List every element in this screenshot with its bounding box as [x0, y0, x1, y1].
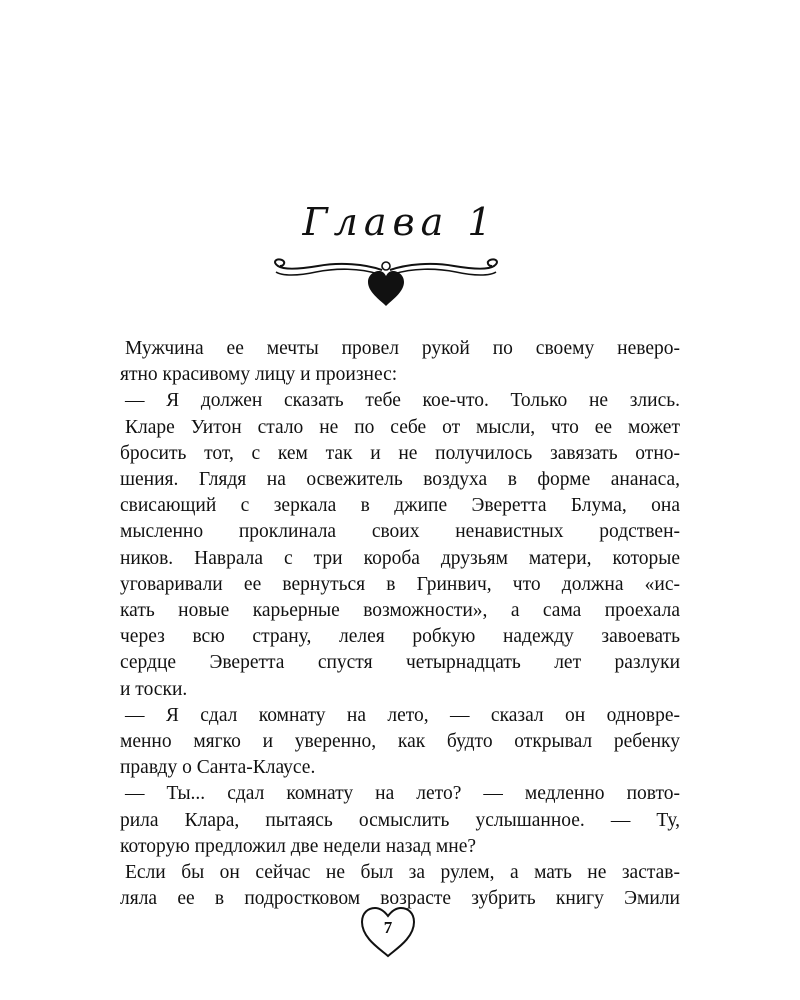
text-line: через всю страну, лелея робкую надежду завоевать	[120, 626, 680, 648]
text-line: и тоски.	[120, 678, 188, 700]
text-line: ятно красивому лицу и произнес:	[120, 364, 398, 386]
page-number-heart	[358, 904, 418, 960]
text-line: ляла ее в подростковом возрасте зубрить книгу Эмили	[120, 888, 680, 910]
chapter-title: Глава 1	[302, 200, 498, 244]
text-line: менно мягко и уверенно, как будто открывал ребенку	[120, 731, 680, 753]
text-line: ников. Наврала с три короба друзьям матери, которые	[120, 547, 680, 569]
heart-flourish-ornament	[270, 256, 502, 310]
text-line: мысленно проклинала своих ненавистных родствен-	[120, 521, 680, 543]
text-line: которую предложил две недели назад мне?	[120, 835, 477, 857]
text-line: рила Клара, пытаясь осмыслить услышанное. — Ту,	[120, 809, 680, 831]
chapter-body-text	[120, 336, 680, 912]
text-line: бросить тот, с кем так и не получилось завязать отно-	[120, 442, 680, 464]
text-line: Мужчина ее мечты провел рукой по своему неверо-	[125, 338, 680, 359]
page-number: 7	[383, 918, 393, 937]
text-line: правду о Санта-Клаусе.	[120, 757, 316, 779]
text-line: — Я должен сказать тебе кое-что. Только не злись.	[125, 390, 680, 412]
text-line: свисающий с зеркала в джипе Эверетта Блума, она	[120, 495, 680, 517]
text-line: кать новые карьерные возможности», а сама проехала	[120, 600, 680, 622]
text-line: — Я сдал комнату на лето, — сказал он одновре-	[125, 704, 680, 726]
text-line: Кларе Уитон стало не по себе от мысли, что ее может	[125, 416, 680, 438]
text-line: — Ты... сдал комнату на лето? — медленно повто-	[125, 783, 680, 805]
text-line: сердце Эверетта спустя четырнадцать лет разлуки	[120, 652, 680, 674]
text-line: уговаривали ее вернуться в Гринвич, что должна «ис-	[120, 573, 680, 595]
text-line: шения. Глядя на освежитель воздуха в форме ананаса,	[120, 469, 680, 491]
text-line: Если бы он сейчас не был за рулем, а мать не застав-	[125, 862, 680, 884]
